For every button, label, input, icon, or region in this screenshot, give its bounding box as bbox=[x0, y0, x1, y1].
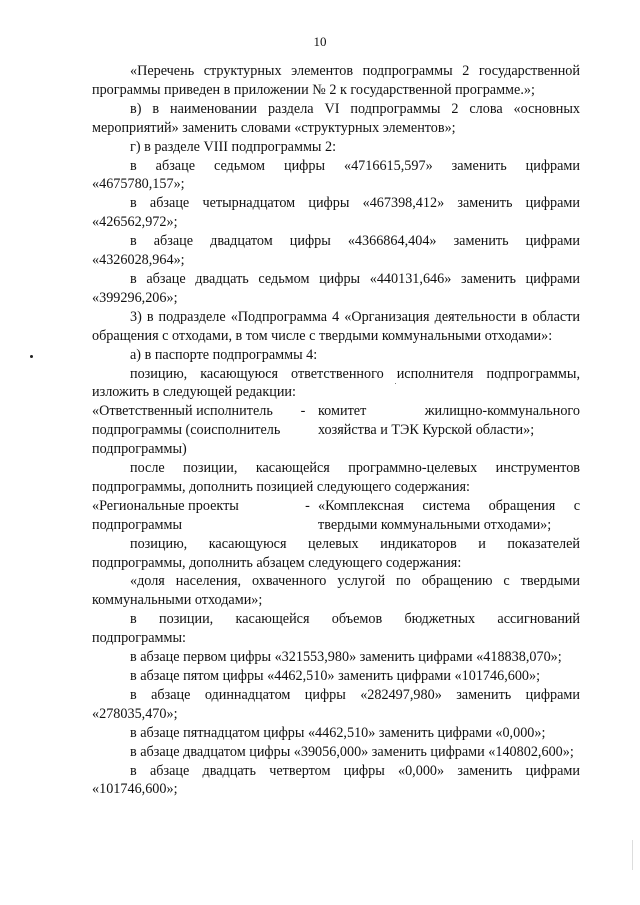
document-body bbox=[92, 62, 580, 799]
paragraph: в абзаце четырнадцатом цифры «467398,412» заменить цифрами «426562,972»; bbox=[92, 195, 580, 231]
page-number: 10 bbox=[313, 34, 327, 49]
position-dash: - bbox=[300, 403, 306, 420]
paragraph: в абзаце седьмом цифры «4716615,597» заменить цифрами «4675780,157»; bbox=[92, 157, 580, 193]
margin-dot bbox=[30, 355, 33, 358]
paragraph: в позиции, касающейся объемов бюджетных ассигнований подпрограммы: bbox=[92, 611, 580, 647]
paragraph: позицию, касающуюся целевых индикаторов и показателей подпрограммы, дополнить абзацем следующего содержания: bbox=[92, 535, 580, 571]
paragraph: 3) в подразделе «Подпрограмма 4 «Организация деятельности в области обращения с отходами, в том числе с твердыми коммунальными отходами»: bbox=[92, 308, 580, 344]
position-value: «Комплексная система обращения с твердыми коммунальными отходами»; bbox=[318, 497, 580, 533]
paragraph: в абзаце двадцатом цифры «39056,000» заменить цифрами «140802,600»; bbox=[130, 743, 574, 760]
paragraph: в абзаце одиннадцатом цифры «282497,980» заменить цифрами «278035,470»; bbox=[92, 686, 580, 722]
paragraph: «Перечень структурных элементов подпрограммы 2 государственной программы приведен в приложении № 2 к государственной программе.»; bbox=[92, 63, 580, 98]
paragraph: г) в разделе VIII подпрограммы 2: bbox=[130, 138, 337, 155]
responsible-executor-position bbox=[92, 402, 580, 459]
paragraph: а) в паспорте подпрограммы 4: bbox=[130, 346, 318, 363]
paragraph: позицию, касающуюся ответственного исполнителя подпрограммы, изложить в следующей редакции: bbox=[92, 365, 580, 401]
paragraph: в абзаце двадцать четвертом цифры «0,000» заменить цифрами «101746,600»; bbox=[92, 762, 580, 798]
scan-speck bbox=[395, 383, 396, 384]
paragraph: после позиции, касающейся программно-целевых инструментов подпрограммы, дополнить позицией следующего содержания: bbox=[92, 460, 580, 495]
position-label: «Региональные проекты подпрограммы bbox=[92, 497, 239, 533]
paragraph: «доля населения, охваченного услугой по обращению с твердыми коммунальными отходами»; bbox=[92, 573, 580, 609]
regional-projects-position bbox=[92, 497, 580, 535]
paragraph: в абзаце двадцатом цифры «4366864,404» заменить цифрами «4326028,964»; bbox=[92, 233, 580, 269]
position-dash: - bbox=[305, 497, 310, 514]
paragraph: в абзаце двадцать седьмом цифры «440131,646» заменить цифрами «399296,206»; bbox=[92, 270, 580, 306]
scan-edge-mark bbox=[632, 840, 633, 870]
paragraph: в абзаце первом цифры «321553,980» заменить цифрами «418838,070»; bbox=[130, 649, 562, 666]
paragraph: в) в наименовании раздела VI подпрограммы 2 слова «основных мероприятий» заменить словами «структурных элементов»; bbox=[92, 100, 580, 136]
position-value: комитет жилищно-коммунального хозяйства и ТЭК Курской области»; bbox=[318, 403, 580, 439]
paragraph: в абзаце пятом цифры «4462,510» заменить цифрами «101746,600»; bbox=[130, 668, 541, 684]
paragraph: в абзаце пятнадцатом цифры «4462,510» заменить цифрами «0,000»; bbox=[130, 724, 546, 741]
position-label: «Ответственный исполнитель подпрограммы (соисполнитель подпрограммы) bbox=[92, 403, 281, 458]
